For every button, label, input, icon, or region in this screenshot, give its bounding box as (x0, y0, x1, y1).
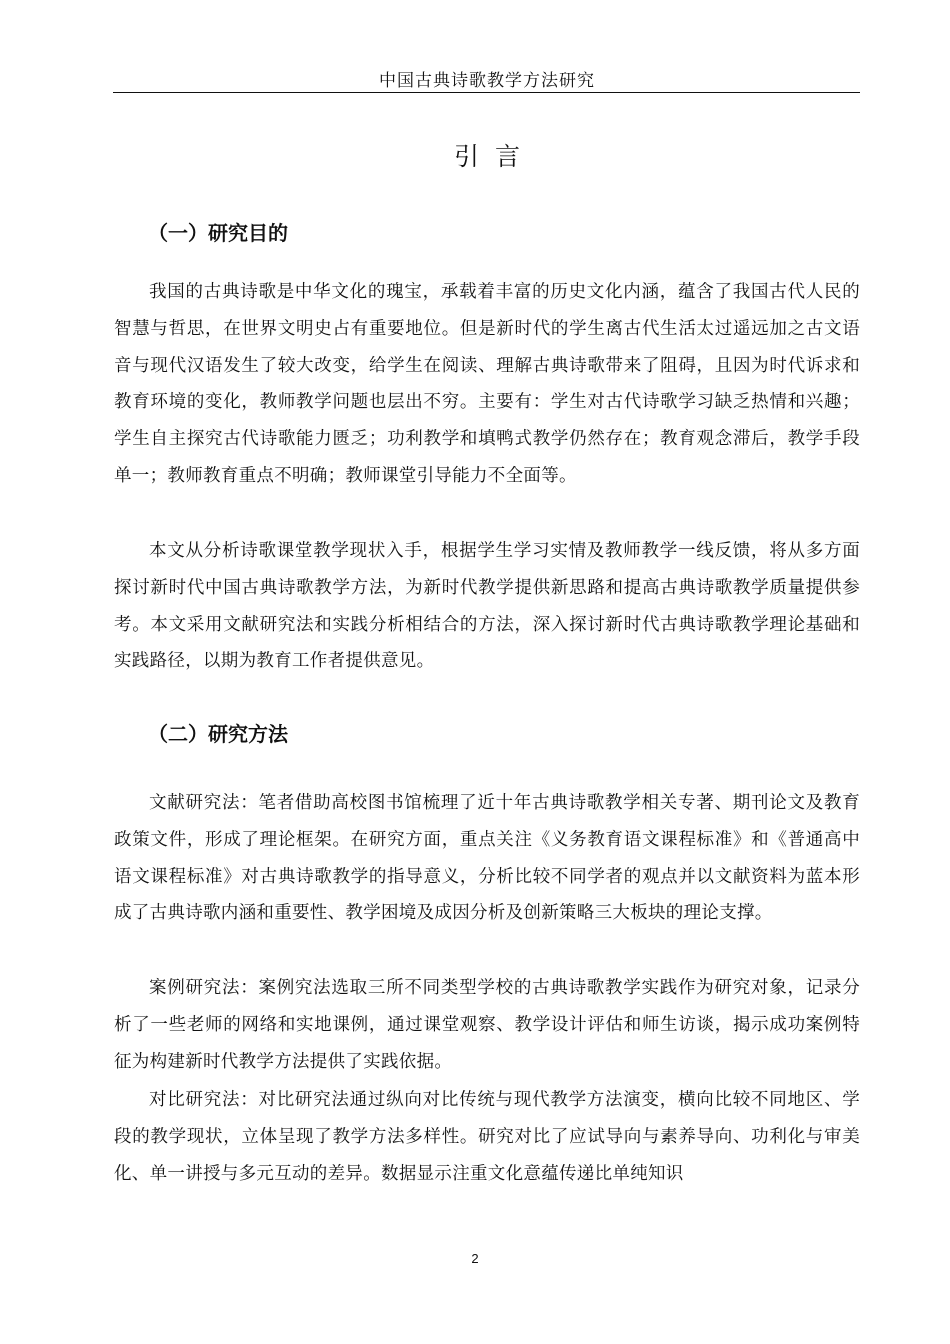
paragraph-method-case-study: 案例研究法：案例究法选取三所不同类型学校的古典诗歌教学实践作为研究对象，记录分析了一些老师的网络和实地课例，通过课堂观察、教学设计评估和师生访谈，揭示成功案例特征为构建新时代教学方法提供了实践依据。 (114, 978, 860, 1072)
paragraph-purpose-1: 我国的古典诗歌是中华文化的瑰宝，承载着丰富的历史文化内涵，蕴含了我国古代人民的智慧与哲思，在世界文明史占有重要地位。但是新时代的学生离古代生活太过遥远加之古文语音与现代汉语发生了较大改变，给学生在阅读、理解古典诗歌带来了阻碍，且因为时代诉求和教育环境的变化，教师教学问题也层出不穷。主要有：学生对古代诗歌学习缺乏热情和兴趣；学生自主探究古代诗歌能力匮乏；功利教学和填鸭式教学仍然存在；教育观念滞后，教学手段单一；教师教育重点不明确；教师课堂引导能力不全面等。 (114, 282, 860, 486)
page-number: 2 (471, 1251, 479, 1266)
section-heading-methods: （二）研究方法 (148, 722, 288, 746)
running-header: 中国古典诗歌教学方法研究 (379, 71, 595, 91)
header-rule (113, 92, 860, 93)
paragraph-method-comparison: 对比研究法：对比研究法通过纵向对比传统与现代教学方法演变，横向比较不同地区、学段的教学现状，立体呈现了教学方法多样性。研究对比了应试导向与素养导向、功利化与审美化、单一讲授与多元互动的差异。数据显示注重文化意蕴传递比单纯知识 (114, 1090, 860, 1184)
chapter-title: 引言 (453, 142, 536, 171)
paragraph-method-literature: 文献研究法：笔者借助高校图书馆梳理了近十年古典诗歌教学相关专著、期刊论文及教育政策文件，形成了理论框架。在研究方面，重点关注《义务教育语文课程标准》和《普通高中语文课程标准》对古典诗歌教学的指导意义，分析比较不同学者的观点并以文献资料为蓝本形成了古典诗歌内涵和重要性、教学困境及成因分析及创新策略三大板块的理论支撑。 (114, 793, 860, 924)
section-heading-purpose: （一）研究目的 (148, 221, 288, 245)
paragraph-purpose-2: 本文从分析诗歌课堂教学现状入手，根据学生学习实情及教师教学一线反馈，将从多方面探讨新时代中国古典诗歌教学方法，为新时代教学提供新思路和提高古典诗歌教学质量提供参考。本文采用文献研究法和实践分析相结合的方法，深入探讨新时代古典诗歌教学理论基础和实践路径，以期为教育工作者提供意见。 (114, 541, 860, 672)
